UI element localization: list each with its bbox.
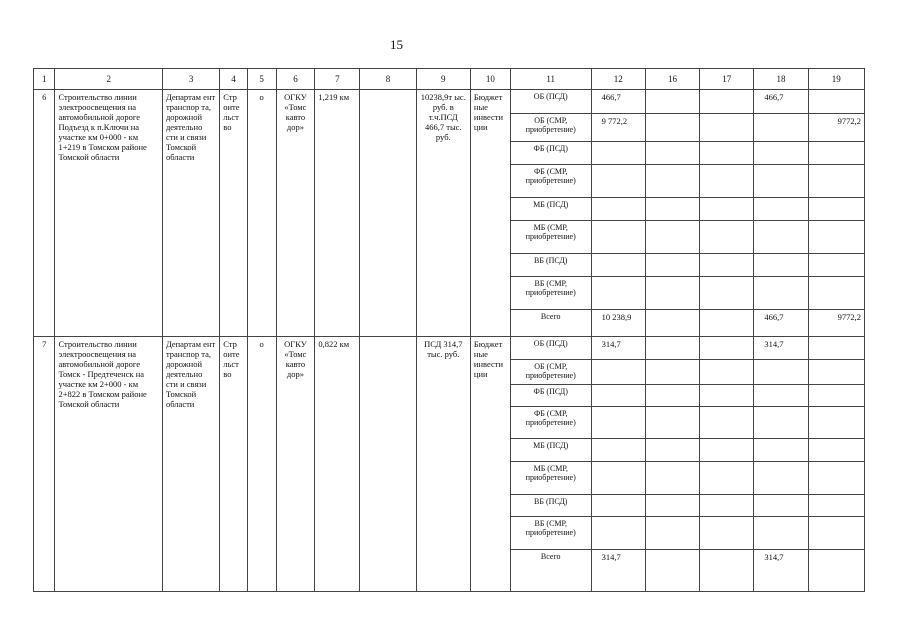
object-length: 1,219 км <box>315 90 360 337</box>
amount-col-19 <box>808 550 864 592</box>
amount-col-17 <box>700 221 754 254</box>
amount-col-12: 466,7 <box>591 90 645 114</box>
funding-source-label: МБ (ПСД) <box>510 198 591 221</box>
amount-col-18 <box>754 439 808 462</box>
funding-source-label: ОБ (ПСД) <box>510 337 591 360</box>
funding-source-label: ОБ (СМР, приобретение) <box>510 360 591 385</box>
funding-source-label: МБ (СМР, приобретение) <box>510 221 591 254</box>
amount-col-16 <box>645 462 699 495</box>
work-type: Стр оите льст во <box>220 337 248 592</box>
amount-col-17 <box>700 310 754 337</box>
amount-col-17 <box>700 517 754 550</box>
amount-col-16 <box>645 90 699 114</box>
amount-col-16 <box>645 310 699 337</box>
column-number-cell: 12 <box>591 69 645 90</box>
amount-col-16 <box>645 360 699 385</box>
customer-name: ОГКУ «Томс кавто дор» <box>276 90 315 337</box>
column-number-cell: 11 <box>510 69 591 90</box>
amount-col-19 <box>808 360 864 385</box>
estimated-cost: 10238,9т ыс. руб. в т.ч.ПСД 466,7 тыс. руб. <box>416 90 470 337</box>
amount-col-17 <box>700 254 754 277</box>
estimated-cost: ПСД 314,7 тыс. руб. <box>416 337 470 592</box>
funding-source-label: ФБ (ПСД) <box>510 142 591 165</box>
amount-col-19 <box>808 462 864 495</box>
funding-source-label: ВБ (ПСД) <box>510 254 591 277</box>
amount-col-12 <box>591 221 645 254</box>
amount-col-12 <box>591 198 645 221</box>
funding-type: Бюджет ные инвести ции <box>470 337 510 592</box>
amount-col-18: 466,7 <box>754 310 808 337</box>
amount-col-16 <box>645 517 699 550</box>
amount-col-18 <box>754 385 808 407</box>
amount-col-12 <box>591 517 645 550</box>
amount-col-17 <box>700 277 754 310</box>
amount-col-16 <box>645 337 699 360</box>
column-5-value: о <box>247 337 276 592</box>
amount-col-16 <box>645 198 699 221</box>
funding-source-label: ФБ (СМР, приобретение) <box>510 165 591 198</box>
column-number-cell: 1 <box>34 69 55 90</box>
amount-col-17 <box>700 198 754 221</box>
amount-col-17 <box>700 439 754 462</box>
amount-col-19 <box>808 385 864 407</box>
amount-col-19 <box>808 165 864 198</box>
column-number-cell: 18 <box>754 69 808 90</box>
amount-col-19 <box>808 221 864 254</box>
amount-col-12 <box>591 360 645 385</box>
amount-col-12 <box>591 407 645 439</box>
column-number-cell: 2 <box>55 69 162 90</box>
funding-source-label: ФБ (СМР, приобретение) <box>510 407 591 439</box>
amount-col-16 <box>645 550 699 592</box>
column-number-cell: 10 <box>470 69 510 90</box>
column-number-cell: 5 <box>247 69 276 90</box>
amount-col-19 <box>808 337 864 360</box>
amount-col-18 <box>754 277 808 310</box>
amount-col-18: 314,7 <box>754 337 808 360</box>
amount-col-18 <box>754 198 808 221</box>
column-8-value <box>360 337 416 592</box>
amount-col-17 <box>700 114 754 142</box>
object-name: Строительство линии электроосвещения на автомобильной дороге Подъезд к п.Ключи на участке км 0+000 - км 1+219 в Томском районе Томской области <box>55 90 162 337</box>
amount-col-18 <box>754 221 808 254</box>
amount-col-12 <box>591 462 645 495</box>
funding-type: Бюджет ные инвести ции <box>470 90 510 337</box>
amount-col-17 <box>700 142 754 165</box>
column-number-cell: 9 <box>416 69 470 90</box>
work-type: Стр оите льст во <box>220 90 248 337</box>
object-length: 0,822 км <box>315 337 360 592</box>
amount-col-12 <box>591 142 645 165</box>
funding-source-label: ВБ (ПСД) <box>510 495 591 517</box>
column-number-cell: 7 <box>315 69 360 90</box>
amount-col-19 <box>808 439 864 462</box>
column-number-cell: 19 <box>808 69 864 90</box>
amount-col-19: 9772,2 <box>808 310 864 337</box>
table-body <box>34 69 865 592</box>
amount-col-18 <box>754 517 808 550</box>
funding-source-label: ОБ (ПСД) <box>510 90 591 114</box>
amount-col-12 <box>591 277 645 310</box>
table-row <box>34 90 865 114</box>
amount-col-16 <box>645 407 699 439</box>
funding-source-label: МБ (СМР, приобретение) <box>510 462 591 495</box>
column-number-cell: 6 <box>276 69 315 90</box>
amount-col-16 <box>645 277 699 310</box>
investment-table <box>33 68 865 592</box>
amount-col-17 <box>700 495 754 517</box>
amount-col-18 <box>754 407 808 439</box>
amount-col-17 <box>700 90 754 114</box>
amount-col-16 <box>645 165 699 198</box>
column-number-cell: 17 <box>700 69 754 90</box>
funding-source-label: ВБ (СМР, приобретение) <box>510 277 591 310</box>
page-number: 15 <box>390 37 403 52</box>
column-8-value <box>360 90 416 337</box>
column-5-value: о <box>247 90 276 337</box>
column-number-cell: 8 <box>360 69 416 90</box>
amount-col-17 <box>700 550 754 592</box>
amount-col-16 <box>645 385 699 407</box>
funding-source-label: ВБ (СМР, приобретение) <box>510 517 591 550</box>
amount-col-12: 314,7 <box>591 337 645 360</box>
funding-source-label: Всего <box>510 310 591 337</box>
table-row <box>34 337 865 360</box>
amount-col-17 <box>700 360 754 385</box>
amount-col-18 <box>754 462 808 495</box>
amount-col-19 <box>808 517 864 550</box>
column-number-cell: 4 <box>220 69 248 90</box>
amount-col-18 <box>754 114 808 142</box>
column-number-cell: 3 <box>162 69 219 90</box>
amount-col-18: 314,7 <box>754 550 808 592</box>
amount-col-17 <box>700 337 754 360</box>
amount-col-19 <box>808 142 864 165</box>
amount-col-17 <box>700 165 754 198</box>
amount-col-12: 314,7 <box>591 550 645 592</box>
amount-col-18 <box>754 165 808 198</box>
amount-col-16 <box>645 495 699 517</box>
amount-col-19 <box>808 90 864 114</box>
amount-col-16 <box>645 142 699 165</box>
amount-col-16 <box>645 114 699 142</box>
amount-col-17 <box>700 462 754 495</box>
column-number-cell: 16 <box>645 69 699 90</box>
amount-col-18 <box>754 142 808 165</box>
amount-col-18: 466,7 <box>754 90 808 114</box>
amount-col-12 <box>591 385 645 407</box>
object-name: Строительство линии электроосвещения на автомобильной дороге Томск - Предтеченск на участке км 2+000 - км 2+822 в Томском районе Томской области <box>55 337 162 592</box>
amount-col-16 <box>645 254 699 277</box>
amount-col-19 <box>808 277 864 310</box>
amount-col-18 <box>754 495 808 517</box>
funding-source-label: ФБ (ПСД) <box>510 385 591 407</box>
customer-name: ОГКУ «Томс кавто дор» <box>276 337 315 592</box>
amount-col-12: 9 772,2 <box>591 114 645 142</box>
amount-col-18 <box>754 254 808 277</box>
amount-col-17 <box>700 407 754 439</box>
amount-col-12: 10 238,9 <box>591 310 645 337</box>
responsible-department: Департам ент транспор та, дорожной деятельно сти и связи Томской области <box>162 337 219 592</box>
row-number: 6 <box>34 90 55 337</box>
amount-col-12 <box>591 439 645 462</box>
amount-col-12 <box>591 165 645 198</box>
amount-col-16 <box>645 439 699 462</box>
amount-col-12 <box>591 254 645 277</box>
amount-col-18 <box>754 360 808 385</box>
funding-source-label: ОБ (СМР, приобретение) <box>510 114 591 142</box>
row-number: 7 <box>34 337 55 592</box>
amount-col-16 <box>645 221 699 254</box>
amount-col-19 <box>808 407 864 439</box>
amount-col-17 <box>700 385 754 407</box>
amount-col-19 <box>808 254 864 277</box>
amount-col-12 <box>591 495 645 517</box>
funding-source-label: Всего <box>510 550 591 592</box>
amount-col-19 <box>808 495 864 517</box>
column-number-row <box>34 69 865 90</box>
amount-col-19 <box>808 198 864 221</box>
responsible-department: Департам ент транспор та, дорожной деятельно сти и связи Томской области <box>162 90 219 337</box>
funding-source-label: МБ (ПСД) <box>510 439 591 462</box>
amount-col-19: 9772,2 <box>808 114 864 142</box>
